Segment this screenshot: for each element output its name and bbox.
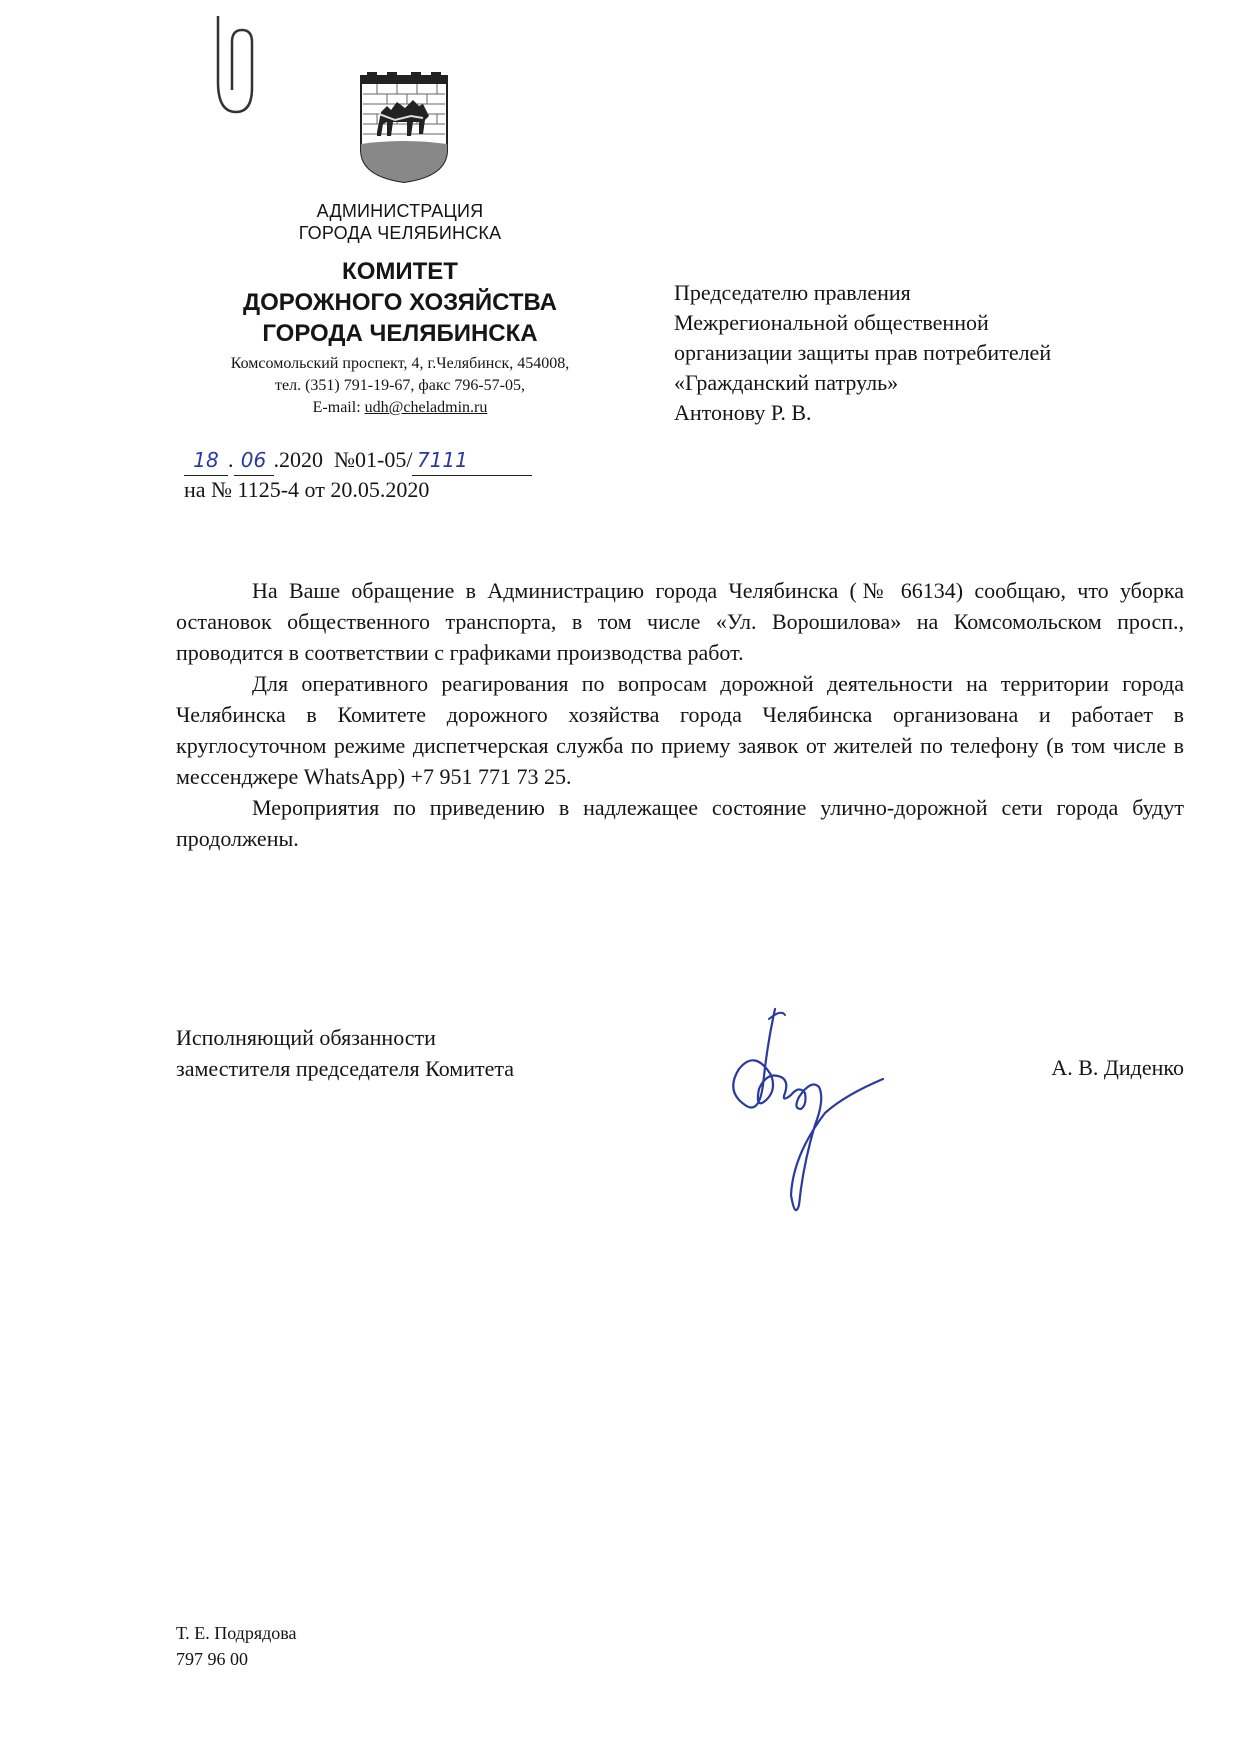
committee-line-3: ГОРОДА ЧЕЛЯБИНСКА <box>262 320 538 347</box>
recipient-line-1: Председателю правления <box>674 280 911 305</box>
outgoing-number-field <box>412 445 532 476</box>
recipient-line-5: Антонову Р. В. <box>674 400 812 425</box>
paragraph-3: Мероприятия по приведению в надлежащее состояние улично-дорожной сети города будут продолжены. <box>176 795 1184 851</box>
handwritten-month: 06 <box>234 445 274 476</box>
signatory-title-line-2: заместителя председателя Комитета <box>176 1056 515 1081</box>
committee-header <box>190 256 610 349</box>
administration-header <box>230 200 570 244</box>
handwritten-day: 18 <box>184 445 228 476</box>
recipient-line-2: Межрегиональной общественной <box>674 310 989 335</box>
phone-line: тел. (351) 791-19-67, факс 796-57-05, <box>275 377 525 394</box>
handwritten-signature <box>715 1005 885 1215</box>
administration-line-2: ГОРОДА ЧЕЛЯБИНСКА <box>298 223 502 243</box>
signatory-name: А. В. Диденко <box>1051 1055 1184 1080</box>
executor-block <box>176 1620 297 1672</box>
contacts-block <box>180 353 620 419</box>
recipient-block <box>674 278 1194 428</box>
incoming-reference: на № 1125-4 от 20.05.2020 <box>184 477 430 502</box>
paragraph-2: Для оперативного реагирования по вопросам дорожной деятельности на территории города Челябинска в Комитете дорожного хозяйства города Челябинска организована и работает в круглосуточном режиме диспетчерская служба по приему заявок от жителей по телефону (в том числе в мессенджере WhatsApp) +7 951 771 73 25. <box>176 671 1184 789</box>
executor-phone: 797 96 00 <box>176 1649 248 1669</box>
committee-line-2: ДОРОЖНОГО ХОЗЯЙСТВА <box>243 289 557 316</box>
email-label: E-mail: <box>312 399 365 416</box>
outgoing-number-prefix: №01-05/ <box>334 447 413 472</box>
address-line: Комсомольский проспект, 4, г.Челябинск, 454008, <box>230 355 570 372</box>
recipient-line-3: организации защиты прав потребителей <box>674 340 1052 365</box>
executor-name: Т. Е. Подрядова <box>176 1623 297 1643</box>
committee-line-1: КОМИТЕТ <box>342 258 458 285</box>
outgoing-year: .2020 <box>273 447 323 472</box>
handwritten-number: 7111 <box>416 448 468 472</box>
chelyabinsk-coat-of-arms-icon <box>357 72 451 184</box>
paper-clip-icon <box>198 12 268 132</box>
signatory-title <box>176 1022 514 1084</box>
letter-body <box>176 575 1184 854</box>
outgoing-reference <box>184 445 532 476</box>
email-line <box>180 397 620 419</box>
recipient-line-4: «Гражданский патруль» <box>674 370 899 395</box>
email-link[interactable]: udh@cheladmin.ru <box>364 399 488 416</box>
administration-line-1: АДМИНИСТРАЦИЯ <box>316 201 484 221</box>
signatory-title-line-1: Исполняющий обязанности <box>176 1025 436 1050</box>
paragraph-1: На Ваше обращение в Администрацию города Челябинска (№ 66134) сообщаю, что уборка остановок общественного транспорта, в том числе «Ул. Ворошилова» на Комсомольском просп., проводится в соответствии с графиками производства работ. <box>176 578 1184 665</box>
date-separator: . <box>228 447 234 472</box>
